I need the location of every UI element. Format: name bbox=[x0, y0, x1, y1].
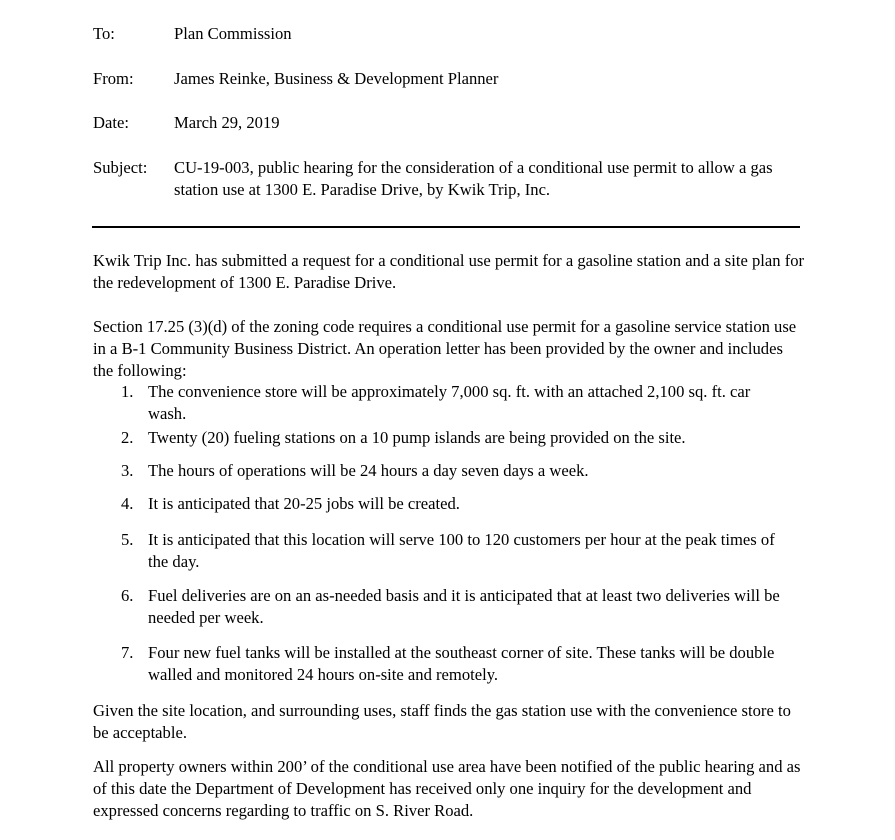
from-label: From: bbox=[93, 69, 134, 88]
list-item-number: 2. bbox=[121, 428, 134, 447]
list-item-text: Twenty (20) fueling stations on a 10 pump islands are being provided on the site. bbox=[148, 428, 686, 447]
subject-value: CU-19-003, public hearing for the consideration of a conditional use permit to allow a gas station use at 1300 E. Paradise Drive, by Kwik Trip, Inc. bbox=[174, 158, 773, 199]
list-item-text: The convenience store will be approximately 7,000 sq. ft. with an attached 2,100 sq. ft. car wash. bbox=[148, 382, 751, 423]
to-value: Plan Commission bbox=[174, 24, 292, 43]
list-item-text: The hours of operations will be 24 hours a day seven days a week. bbox=[148, 461, 589, 480]
date-value: March 29, 2019 bbox=[174, 113, 280, 132]
date-label: Date: bbox=[93, 113, 129, 132]
from-value: James Reinke, Business & Development Planner bbox=[174, 69, 499, 88]
intro-paragraph: Kwik Trip Inc. has submitted a request for a conditional use permit for a gasoline station and a site plan for the redevelopment of 1300 E. Paradise Drive. bbox=[93, 251, 805, 292]
zoning-paragraph: Section 17.25 (3)(d) of the zoning code requires a conditional use permit for a gasoline service station use in a B-1 Community Business District. An operation letter has been provided by the owner and includes the following: bbox=[93, 317, 797, 380]
list-item-number: 7. bbox=[121, 643, 134, 662]
list-item-text: Fuel deliveries are on an as-needed basis and it is anticipated that at least two deliveries will be needed per week. bbox=[148, 586, 780, 627]
to-label: To: bbox=[93, 24, 115, 43]
list-item-number: 4. bbox=[121, 494, 134, 513]
list-item-number: 5. bbox=[121, 530, 134, 549]
list-item-number: 1. bbox=[121, 382, 134, 401]
list-item-text: Four new fuel tanks will be installed at the southeast corner of site. These tanks will be double walled and monitored 24 hours on-site and remotely. bbox=[148, 643, 775, 684]
header-divider bbox=[92, 226, 800, 228]
list-item-text: It is anticipated that this location will serve 100 to 120 customers per hour at the peak times of the day. bbox=[148, 530, 775, 571]
staff-finding-paragraph: Given the site location, and surrounding uses, staff finds the gas station use with the convenience store to be acceptable. bbox=[93, 701, 791, 742]
list-item-text: It is anticipated that 20-25 jobs will be created. bbox=[148, 494, 460, 513]
subject-label: Subject: bbox=[93, 158, 148, 177]
list-item-number: 6. bbox=[121, 586, 134, 605]
list-item-number: 3. bbox=[121, 461, 134, 480]
notification-paragraph: All property owners within 200’ of the conditional use area have been notified of the public hearing and as of this date the Department of Development has received only one inquiry for the development and expressed concerns regarding to traffic on S. River Road. bbox=[93, 757, 801, 820]
